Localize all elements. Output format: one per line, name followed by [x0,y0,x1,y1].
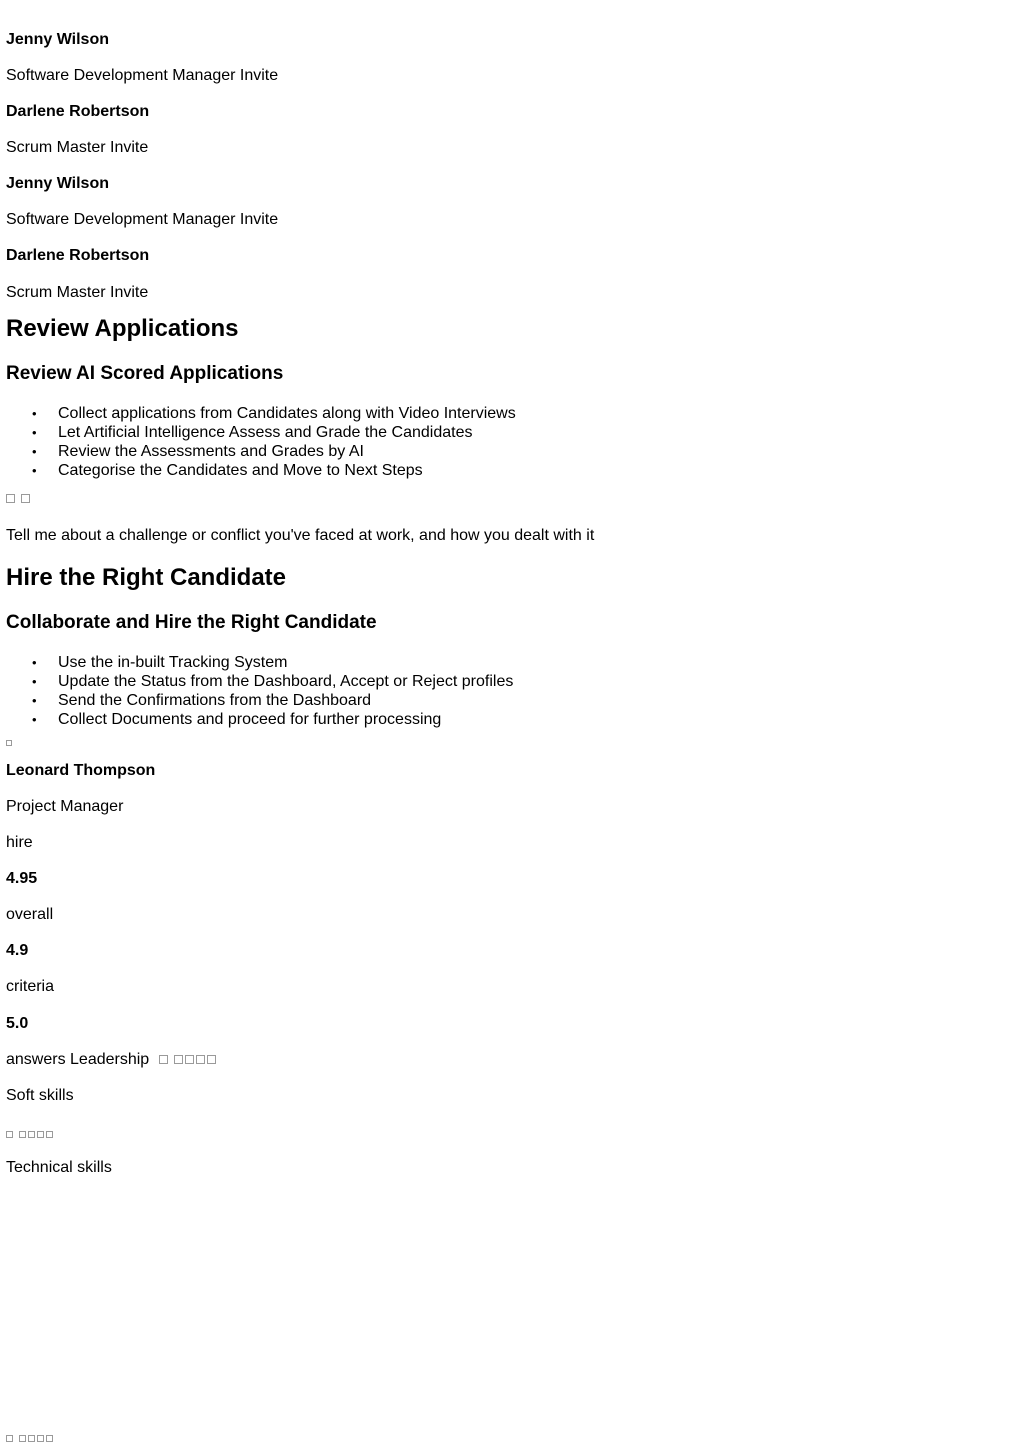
hire-subheading: Collaborate and Hire the Right Candidate [6,612,377,633]
rating-star-icon [46,1131,53,1138]
hire-bullet: • Collect Documents and proceed for further processing [6,710,513,729]
hire-bullet: • Send the Confirmations from the Dashboard [6,691,513,710]
overall-label: overall [6,906,54,923]
answers-label: answers [6,1051,66,1068]
rating-star-icon [196,1055,205,1064]
skill-leadership-label: Leadership [70,1051,150,1068]
invite-name: Darlene Robertson [6,103,150,120]
rating-star-icon [28,1131,35,1138]
skill-icon [6,1131,13,1138]
rating-star-icon [37,1435,44,1442]
overall-score: 4.95 [6,870,38,887]
answers-score: 5.0 [6,1015,29,1032]
review-bullet: • Review the Assessments and Grades by AI [6,442,516,461]
candidate-name: Leonard Thompson [6,762,156,779]
review-bullet-list [6,404,516,480]
skill-icon [159,1055,168,1064]
candidate-role: Project Manager [6,798,124,815]
rating-star-icon [185,1055,194,1064]
skill-soft-label: Soft skills [6,1087,74,1104]
hire-status-label: hire [6,834,33,851]
invite-name: Darlene Robertson [6,247,150,264]
image-placeholder-icon [6,494,15,503]
image-placeholder-icon [6,740,12,746]
image-placeholder-icon [21,494,30,503]
review-heading: Review Applications [6,315,239,342]
hire-bullet-list [6,653,513,729]
review-subheading: Review AI Scored Applications [6,363,284,384]
review-bullet: • Collect applications from Candidates along with Video Interviews [6,404,516,423]
invite-role-line[interactable]: Scrum Master Invite [6,284,149,301]
hire-image-placeholder [6,740,12,746]
rating-star-icon [19,1435,26,1442]
soft-skills-rating [6,1131,53,1138]
review-bullet: • Let Artificial Intelligence Assess and Grade the Candidates [6,423,516,442]
skill-icon [6,1435,13,1442]
rating-star-icon [37,1131,44,1138]
hire-bullet: • Use the in-built Tracking System [6,653,513,672]
interview-question: Tell me about a challenge or conflict you've faced at work, and how you dealt with it [6,527,595,544]
hire-bullet: • Update the Status from the Dashboard, Accept or Reject profiles [6,672,513,691]
review-image-placeholders [6,494,30,503]
rating-star-icon [19,1131,26,1138]
answers-leadership-row [6,1051,216,1069]
criteria-label: criteria [6,978,55,995]
rating-star-icon [28,1435,35,1442]
technical-skills-rating [6,1435,53,1442]
invite-name: Jenny Wilson [6,175,109,192]
review-bullet: • Categorise the Candidates and Move to Next Steps [6,461,516,480]
rating-star-icon [46,1435,53,1442]
rating-star-icon [174,1055,183,1064]
rating-star-icon [207,1055,216,1064]
skill-technical-label: Technical skills [6,1159,112,1176]
invite-name: Jenny Wilson [6,31,109,48]
invite-role-line[interactable]: Scrum Master Invite [6,139,149,156]
hire-heading: Hire the Right Candidate [6,564,287,591]
leadership-rating [159,1055,216,1064]
invite-role-line[interactable]: Software Development Manager Invite [6,67,279,84]
criteria-score: 4.9 [6,942,29,959]
invite-role-line[interactable]: Software Development Manager Invite [6,211,279,228]
